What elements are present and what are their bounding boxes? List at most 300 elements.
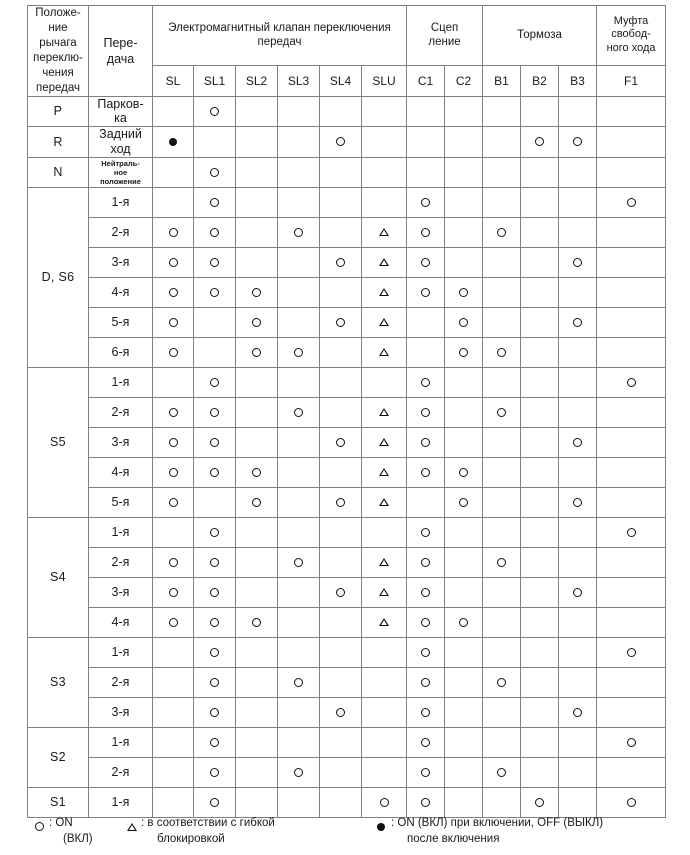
triangle-icon [379,588,389,596]
cell-sl4 [320,727,362,757]
cell-slu [362,367,407,397]
cell-sl [153,697,194,727]
circle-icon [336,258,345,267]
table-row [28,157,666,187]
cell-sl4 [320,667,362,697]
cell-b3 [559,607,597,637]
cell-sl2 [236,427,278,457]
range-label-d-s6: D, S6 [28,187,89,367]
cell-f1 [597,397,666,427]
gear-label-line: Задний [99,127,142,142]
cell-sl [153,667,194,697]
cell-b3 [559,337,597,367]
legend-on-line-2: (ВКЛ) [63,832,93,845]
cell-sl3 [278,757,320,787]
circle-icon [210,468,219,477]
table-row [28,667,666,697]
table-row [28,727,666,757]
cell-b3 [559,487,597,517]
cell-f1 [597,157,666,187]
cell-sl3 [278,637,320,667]
header-group-clutch [407,6,483,66]
legend-row [27,816,665,847]
circle-icon [169,618,178,627]
circle-icon [421,558,430,567]
cell-sl [153,277,194,307]
circle-icon [459,318,468,327]
circle-icon [573,438,582,447]
circle-icon [210,678,219,687]
circle-icon [459,288,468,297]
gear-label-line: положение [100,176,141,186]
cell-c1 [407,217,445,247]
circle-icon [573,588,582,597]
triangle-icon [379,618,389,626]
table-row [28,517,666,547]
table-row [28,96,666,127]
circle-icon [497,558,506,567]
legend [27,816,665,847]
cell-sl2 [236,367,278,397]
range-label-s3: S3 [28,637,89,727]
cell-f1 [597,96,666,127]
gear-label-line: 3-я [111,254,130,269]
triangle-icon [379,468,389,476]
cell-f1 [597,517,666,547]
cell-sl4 [320,787,362,817]
circle-icon [294,228,303,237]
circle-icon [627,378,636,387]
circle-icon [210,228,219,237]
gear-label [89,637,153,667]
circle-icon [421,408,430,417]
cell-f1 [597,637,666,667]
cell-b1 [483,637,521,667]
cell-b2 [521,457,559,487]
table-row [28,547,666,577]
header-group-oneway-clutch [597,6,666,66]
header-col-sl2: SL2 [236,65,278,96]
gear-label-line: 4-я [111,284,130,299]
gear-header-line-2: дача [106,51,135,66]
header-col-c2: C2 [445,65,483,96]
circle-icon [210,798,219,807]
gear-label [89,157,153,187]
cell-sl2 [236,277,278,307]
circle-icon [421,768,430,777]
cell-c1 [407,637,445,667]
cell-b2 [521,277,559,307]
circle-icon [210,708,219,717]
cell-sl1 [194,757,236,787]
cell-c2 [445,697,483,727]
circle-icon [336,438,345,447]
cell-f1 [597,577,666,607]
cell-sl2 [236,337,278,367]
cell-b2 [521,667,559,697]
cell-slu [362,577,407,607]
gear-label-line: ное [113,167,128,177]
circle-icon [421,648,430,657]
cell-sl2 [236,127,278,158]
cell-sl3 [278,96,320,127]
cell-sl3 [278,247,320,277]
gear-label-line: 2-я [111,404,130,419]
cell-b1 [483,127,521,158]
cell-f1 [597,427,666,457]
gear-label-line: 4-я [111,464,130,479]
cell-sl3 [278,367,320,397]
circle-icon [459,618,468,627]
header-lever-position [28,6,89,97]
legend-dot-line-2: после включения [407,832,500,845]
gear-label [89,96,153,127]
cell-f1 [597,607,666,637]
cell-b1 [483,487,521,517]
cell-sl1 [194,307,236,337]
cell-b3 [559,757,597,787]
cell-sl4 [320,697,362,727]
cell-b3 [559,96,597,127]
cell-sl4 [320,547,362,577]
cell-sl4 [320,367,362,397]
legend-item-on [27,816,127,847]
gear-label [89,307,153,337]
clutch-group-line-1: Сцеп [430,21,459,34]
cell-sl3 [278,577,320,607]
cell-c2 [445,637,483,667]
cell-c2 [445,217,483,247]
table-row [28,757,666,787]
cell-b3 [559,427,597,457]
circle-icon [380,798,389,807]
cell-f1 [597,337,666,367]
circle-icon [169,318,178,327]
cell-b1 [483,757,521,787]
cell-slu [362,547,407,577]
cell-b1 [483,517,521,547]
cell-sl1 [194,247,236,277]
cell-f1 [597,127,666,158]
cell-f1 [597,697,666,727]
cell-sl3 [278,517,320,547]
cell-sl3 [278,607,320,637]
cell-sl4 [320,127,362,158]
circle-icon [627,198,636,207]
header-col-f1: F1 [597,65,666,96]
cell-sl2 [236,607,278,637]
cell-sl1 [194,427,236,457]
cell-sl [153,96,194,127]
triangle-icon [127,816,141,836]
cell-sl2 [236,397,278,427]
cell-b1 [483,547,521,577]
triangle-icon [379,348,389,356]
header-col-sl: SL [153,65,194,96]
filled-circle-icon [169,138,177,146]
gear-label [89,427,153,457]
table-row [28,697,666,727]
cell-b2 [521,727,559,757]
gear-label-line: 1-я [111,374,130,389]
triangle-icon [379,438,389,446]
circle-icon [573,258,582,267]
gear-label-line: Парков- [97,96,144,111]
table-row [28,607,666,637]
cell-sl2 [236,157,278,187]
cell-sl2 [236,697,278,727]
cell-sl [153,217,194,247]
cell-sl [153,787,194,817]
cell-b3 [559,517,597,547]
cell-f1 [597,247,666,277]
cell-sl [153,457,194,487]
oneway-line-2: свобод- [611,28,651,41]
cell-sl4 [320,96,362,127]
cell-sl1 [194,787,236,817]
cell-c2 [445,577,483,607]
cell-b2 [521,217,559,247]
cell-b2 [521,157,559,187]
cell-sl4 [320,397,362,427]
circle-icon [252,318,261,327]
cell-sl2 [236,667,278,697]
cell-f1 [597,217,666,247]
gear-header-line-1: Пере- [103,35,138,50]
gear-label [89,667,153,697]
cell-f1 [597,787,666,817]
cell-sl1 [194,217,236,247]
cell-slu [362,157,407,187]
legend-triangle-line-2: блокировкой [157,832,225,845]
cell-sl1 [194,547,236,577]
triangle-icon [379,258,389,266]
cell-sl3 [278,397,320,427]
cell-sl3 [278,547,320,577]
cell-sl3 [278,457,320,487]
cell-c2 [445,337,483,367]
circle-icon [169,348,178,357]
cell-sl1 [194,637,236,667]
cell-c2 [445,277,483,307]
gear-label [89,487,153,517]
cell-b3 [559,457,597,487]
cell-c1 [407,487,445,517]
gear-label-line: 1-я [111,794,130,809]
circle-icon [210,648,219,657]
cell-sl4 [320,217,362,247]
circle-icon [252,288,261,297]
cell-sl3 [278,127,320,158]
cell-sl3 [278,217,320,247]
cell-c2 [445,397,483,427]
circle-icon [459,468,468,477]
range-label-r: R [28,127,89,158]
gear-label [89,697,153,727]
cell-slu [362,787,407,817]
gear-label [89,757,153,787]
header-col-sl4: SL4 [320,65,362,96]
cell-sl1 [194,96,236,127]
gear-label [89,127,153,158]
circle-icon [252,348,261,357]
cell-sl [153,487,194,517]
cell-slu [362,607,407,637]
cell-sl [153,247,194,277]
cell-c1 [407,607,445,637]
circle-icon [497,228,506,237]
cell-b3 [559,727,597,757]
table-row [28,337,666,367]
cell-b1 [483,427,521,457]
cell-slu [362,427,407,457]
cell-b2 [521,607,559,637]
gear-label-line: ка [114,111,127,126]
cell-c1 [407,757,445,787]
cell-sl3 [278,307,320,337]
circle-icon [421,258,430,267]
cell-f1 [597,757,666,787]
cell-c2 [445,727,483,757]
circle-icon [169,288,178,297]
cell-c2 [445,96,483,127]
lever-position-line-5: чения [42,66,74,79]
cell-c2 [445,787,483,817]
cell-sl [153,367,194,397]
cell-b2 [521,787,559,817]
cell-sl [153,517,194,547]
cell-b2 [521,367,559,397]
circle-icon [210,258,219,267]
cell-c1 [407,397,445,427]
cell-b1 [483,96,521,127]
cell-sl1 [194,337,236,367]
gear-label [89,217,153,247]
circle-icon [459,498,468,507]
gear-label-line: 1-я [111,524,130,539]
cell-slu [362,337,407,367]
cell-sl2 [236,577,278,607]
circle-icon [210,168,219,177]
cell-c1 [407,667,445,697]
cell-b3 [559,157,597,187]
cell-sl2 [236,547,278,577]
cell-b3 [559,307,597,337]
legend-item-on-then-off [377,816,657,847]
circle-icon [169,468,178,477]
cell-c2 [445,547,483,577]
cell-b1 [483,577,521,607]
cell-b3 [559,277,597,307]
cell-c2 [445,157,483,187]
cell-sl1 [194,577,236,607]
cell-sl1 [194,277,236,307]
cell-sl [153,337,194,367]
cell-b2 [521,307,559,337]
gear-label [89,337,153,367]
gear-label [89,247,153,277]
range-label-p: P [28,96,89,127]
cell-b3 [559,547,597,577]
circle-icon [169,438,178,447]
cell-b2 [521,427,559,457]
circle-icon [421,228,430,237]
cell-b1 [483,367,521,397]
circle-icon [421,198,430,207]
circle-icon [210,588,219,597]
cell-b2 [521,487,559,517]
cell-b1 [483,607,521,637]
legend-item-flex-lockup [127,816,377,847]
circle-icon [210,378,219,387]
triangle-icon [379,288,389,296]
cell-sl [153,547,194,577]
cell-b2 [521,247,559,277]
table-row [28,577,666,607]
circle-icon [252,618,261,627]
cell-sl4 [320,427,362,457]
circle-icon [169,558,178,567]
cell-c2 [445,517,483,547]
cell-b1 [483,307,521,337]
cell-b1 [483,187,521,217]
cell-c2 [445,427,483,457]
circle-icon [169,258,178,267]
cell-f1 [597,487,666,517]
cell-c2 [445,247,483,277]
cell-c1 [407,247,445,277]
lever-position-line-4: переклю- [33,51,83,64]
cell-b3 [559,247,597,277]
cell-b3 [559,217,597,247]
cell-slu [362,247,407,277]
cell-b3 [559,577,597,607]
clutch-group-line-2: ление [428,36,461,49]
cell-sl4 [320,337,362,367]
range-label-s5: S5 [28,367,89,517]
table-head [28,6,666,97]
circle-icon [210,198,219,207]
triangle-icon [379,558,389,566]
cell-c2 [445,607,483,637]
gear-label-line: 3-я [111,434,130,449]
cell-sl3 [278,697,320,727]
table-row [28,637,666,667]
circle-icon [421,288,430,297]
circle-icon [627,528,636,537]
cell-b3 [559,127,597,158]
gear-label [89,577,153,607]
circle-icon [497,408,506,417]
cell-b2 [521,757,559,787]
cell-sl2 [236,187,278,217]
circle-icon [497,768,506,777]
cell-sl3 [278,667,320,697]
gear-label [89,187,153,217]
gear-label-line: 4-я [111,614,130,629]
cell-slu [362,757,407,787]
cell-sl [153,127,194,158]
circle-icon [336,498,345,507]
gear-label-line: 2-я [111,554,130,569]
header-group-brakes: Тормоза [483,6,597,66]
cell-c2 [445,487,483,517]
cell-c2 [445,307,483,337]
cell-slu [362,727,407,757]
header-col-c1: C1 [407,65,445,96]
table-row [28,487,666,517]
cell-c1 [407,337,445,367]
